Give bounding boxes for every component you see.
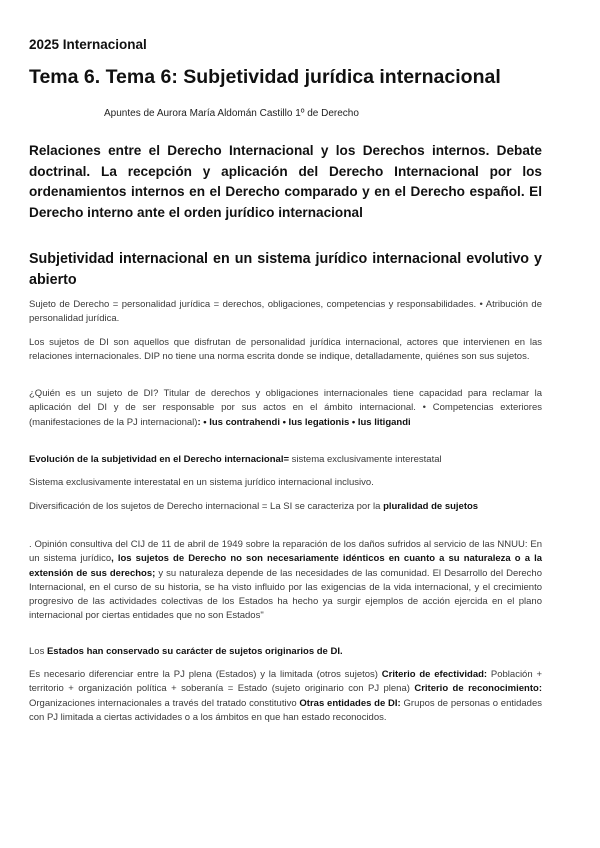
paragraph-sistema-interestatal: Sistema exclusivamente interestatal en un sistema jurídico internacional inclusivo. bbox=[29, 477, 374, 488]
paragraph-estados-originarios bbox=[29, 645, 542, 659]
paragraph-text: Población + territorio + organización política + soberanía = Estado (sujeto originario con PJ plena) bbox=[29, 669, 542, 695]
paragraph-criterios bbox=[29, 668, 542, 725]
paragraph-text: Diversificación de los sujetos de Derecho internacional = La SI se caracteriza por la bbox=[29, 501, 384, 512]
paragraph-diversificacion bbox=[29, 500, 542, 514]
paragraph-bold: Criterio de efectividad: bbox=[381, 669, 488, 680]
paragraph-bold: Estados han conservado su carácter de sujetos originarios de DI. bbox=[46, 646, 343, 657]
subheading: Subjetividad internacional en un sistema jurídico internacional evolutivo y abierto bbox=[29, 251, 542, 288]
section-heading: Relaciones entre el Derecho Internacional y los Derechos internos. Debate doctrinal. La recepción y aplicación del Derecho Internacional por los ordenamientos internos en el Derecho comparado y en el Derecho español. El Derecho interno ante el orden jurídico internacional bbox=[29, 143, 542, 220]
paragraph-text: Es necesario diferenciar entre la PJ plena (Estados) y la limitada (otros sujetos) bbox=[29, 669, 382, 680]
author-note: Apuntes de Aurora María Aldomán Castillo 1º de Derecho bbox=[104, 108, 359, 119]
paragraph-sujetos-di: Los sujetos de DI son aquellos que disfrutan de personalidad jurídica internacional, actores que intervienen en las relaciones internacionales. DIP no tiene una norma escrita donde se indique, detalladamente, quiénes son sus sujetos. bbox=[29, 337, 542, 363]
paragraph-text: Organizaciones internacionales a través del tratado constitutivo bbox=[29, 697, 300, 709]
paragraph-bold: , los sujetos de Derecho no son necesariamente idénticos en cuanto a su naturaleza o a la extensión de sus derechos; bbox=[29, 553, 542, 579]
page-title: Tema 6. Tema 6: Subjetividad jurídica internacional bbox=[29, 66, 501, 88]
paragraph-text: ¿Quién es un sujeto de DI? Titular de derechos y obligaciones internacionales tiene capacidad para reclamar la aplicación del DI y de ser responsable por sus actos en el ámbito internacional. • Competencias exteriores (manifestaciones de la PJ internacional) bbox=[29, 388, 542, 428]
paragraph-quien-es-sujeto bbox=[29, 387, 542, 430]
paragraph-text: Los bbox=[29, 646, 47, 657]
paragraph-text: . Opinión consultiva del CIJ de 11 de abril de 1949 sobre la reparación de los daños sufridos al servicio de las NNUU: En un sistema jurídico bbox=[29, 539, 542, 565]
paragraph-text: Grupos de personas o entidades con PJ limitada a ciertas actividades o a los ámbitos en que han estado reconocidos. bbox=[29, 697, 542, 723]
paragraph-text: y su naturaleza depende de las necesidades de las comunidad. El Desarrollo del Derecho Internacional, en el curso de su historia, se ha visto influido por las exigencias de la vida internacional, y el crecimiento progresivo de las actividades colectivas de los Estados ha hecho ya surgir ejemplos de acción ejercida en el plano internacional por ciertas entidades que no son Estados" bbox=[29, 567, 543, 622]
paragraph-bold: : • Ius contrahendi • Ius legationis • Ius litigandi bbox=[197, 416, 411, 428]
paragraph-evolucion bbox=[29, 453, 542, 467]
paragraph-opinion-consultiva bbox=[29, 538, 542, 624]
paragraph-bold: Criterio de reconocimiento: bbox=[414, 683, 542, 695]
paragraph-text: sistema exclusivamente interestatal bbox=[289, 454, 442, 465]
paragraph-bold: Otras entidades de DI: bbox=[299, 697, 401, 709]
course-label: 2025 Internacional bbox=[29, 37, 147, 52]
paragraph-bold: Evolución de la subjetividad en el Derecho internacional= bbox=[29, 454, 290, 465]
paragraph-sujeto-derecho: Sujeto de Derecho = personalidad jurídica = derechos, obligaciones, competencias y responsabilidades. • Atribución de personalidad jurídica. bbox=[29, 299, 542, 325]
paragraph-bold: pluralidad de sujetos bbox=[383, 501, 479, 512]
